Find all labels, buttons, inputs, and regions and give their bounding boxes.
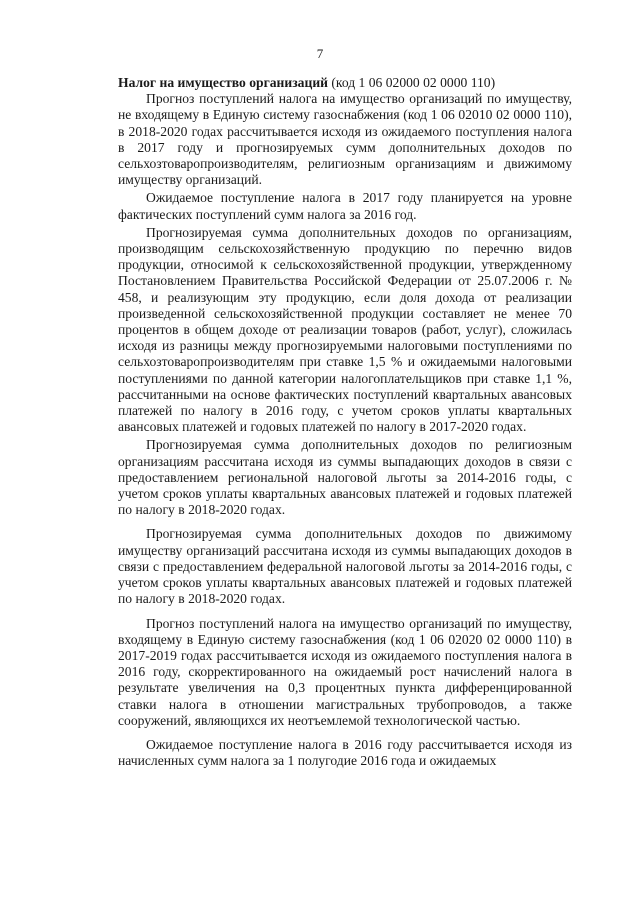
section-heading-title: Налог на имущество организаций — [118, 75, 328, 90]
paragraph-forecast-gas-system: Прогноз поступлений налога на имущество организаций по имуществу, входящему в Единую систему газоснабжения (код 1 06 02020 02 0000 110) в 2017-2019 годах рассчитывается исходя из ожидаемого поступления налога в 2016 году, скорректированного на ожидаемый рост начислений налога в результате увеличения на 0,3 процентных пункта дифференцированной ставки налога в отношении магистральных трубопроводов, а также сооружений, являющихся их неотъемлемой технологической частью. — [118, 615, 572, 728]
document-body — [118, 75, 572, 777]
paragraph-agricultural-producers: Прогнозируемая сумма дополнительных доходов по организациям, производящим сельскохозяйственную продукцию по перечню видов продукции, относимой к сельскохозяйственной продукции, утвержденному Постановлением Правительства Российской Федерации от 25.07.2006 г. № 458, и реализующим эту продукцию, если доля дохода от реализации произведенной сельскохозяйственной продукции составляет не менее 70 процентов в общем доходе от реализации товаров (работ, услуг), сложилась исходя из разницы между прогнозируемыми налоговыми поступлениями по сельхозтоваропроизводителям при ставке 1,5 % и ожидаемыми налоговыми поступлениями по данной категории налогоплательщиков при ставке 1,1 %, рассчитанными на основе фактических поступлений квартальных авансовых платежей по налогу в 2016 году, с учетом сроков уплаты квартальных авансовых платежей и годовых платежей по налогу в 2017-2020 годах. — [118, 224, 572, 435]
paragraph-expected-2017: Ожидаемое поступление налога в 2017 году планируется на уровне фактических поступлений сумм налога за 2016 год. — [118, 190, 572, 222]
section-heading-code: (код 1 06 02000 02 0000 110) — [327, 75, 496, 90]
paragraph-expected-2016: Ожидаемое поступление налога в 2016 году рассчитывается исходя из начисленных сумм налога за 1 полугодие 2016 года и ожидаемых — [118, 736, 572, 769]
page-number: 7 — [316, 46, 324, 61]
paragraph-religious-organizations: Прогнозируемая сумма дополнительных доходов по религиозным организациям рассчитана исходя из суммы выпадающих доходов в связи с предоставлением региональной налоговой льготы за 2014-2016 годы, с учетом сроков уплаты квартальных авансовых платежей и годовых платежей по налогу в 2018-2020 годах. — [118, 437, 572, 518]
section-heading — [118, 75, 572, 91]
paragraph-forecast-non-gas: Прогноз поступлений налога на имущество организаций по имуществу, не входящему в Единую систему газоснабжения (код 1 06 02010 02 0000 110), в 2018-2020 годах рассчитывается исходя из ожидаемого поступления налога в 2017 году и прогнозируемых сумм дополнительных доходов по сельхозтоваропроизводителям, религиозным организациям и движимому имуществу организаций. — [118, 91, 572, 188]
paragraph-movable-property: Прогнозируемая сумма дополнительных доходов по движимому имуществу организаций рассчитана исходя из суммы выпадающих доходов в связи с предоставлением федеральной налоговой льготы за 2014-2016 годы, с учетом сроков уплаты квартальных авансовых платежей и годовых платежей по налогу в 2018-2020 годах. — [118, 526, 572, 607]
